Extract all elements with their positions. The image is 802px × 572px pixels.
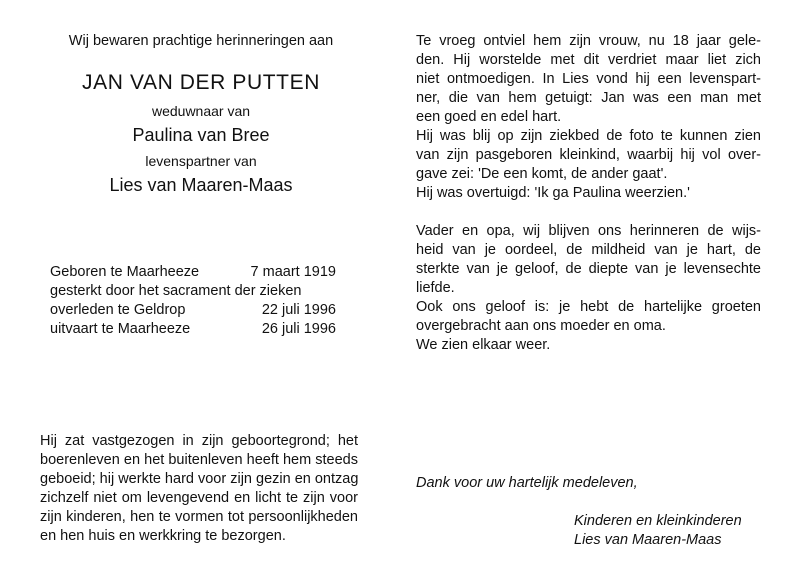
widower-label: weduwnaar van [151,103,251,119]
text-line: Hij was blij op zijn ziekbed de foto te kunnen zien [416,128,761,144]
text-line: sterkte van je geloof, de diepte van je levensechte [416,261,761,277]
life-facts [50,263,336,339]
text-line: een goed en edel hart. [416,109,562,125]
signature [574,512,742,550]
partner-name: Lies van Maaren-Maas [109,175,293,195]
text-line: Hij zat vastgezogen in zijn geboortegrond; het [40,433,358,449]
text-line: We zien elkaar weer. [416,337,551,353]
text-line: overgebracht aan ons moeder en oma. [416,318,666,334]
life-paragraph [40,432,358,546]
intro-text: Wij bewaren prachtige herinneringen aan [68,33,334,49]
text-line: Ook ons geloof is: je hebt de hartelijke groeten [416,299,761,315]
fact-date: 7 maart 1919 [250,264,336,280]
text-line: heid van je oordeel, de mildheid van je hart, de [416,242,761,258]
paragraph-two [416,222,761,355]
signature-line: Kinderen en kleinkinderen [574,513,742,529]
header-block [40,32,362,197]
text-line: van zijn pasgeboren kleinkind, waarbij hij vol over- [416,147,761,163]
thanks-text: Dank voor uw hartelijk medeleven, [416,475,638,491]
partner-label: levenspartner van [145,153,257,169]
text-line: liefde. [416,280,455,296]
text-line: niet ontmoedigen. In Lies vond hij een levenspart- [416,71,761,87]
fact-row [50,301,336,320]
text-line: gave zei: 'De een komt, de ander gaat'. [416,166,668,182]
memorial-text [416,32,761,355]
fact-label: gesterkt door het sacrament der zieken [50,283,302,299]
fact-label: Geboren te Maarheeze [50,264,200,280]
fact-date: 26 juli 1996 [261,321,336,337]
paragraph-gap [416,203,761,222]
fact-date: 22 juli 1996 [261,302,336,318]
fact-label: overleden te Geldrop [50,302,186,318]
text-line: en hen huis en werkkring te bezorgen. [40,528,286,544]
fact-row [50,263,336,282]
text-line: ner, die van hem getuigt: Jan was een man met [416,90,761,106]
text-line: den. Hij worstelde met dit verdriet maar liet zich [416,52,761,68]
fact-row [50,282,336,301]
wife-name: Paulina van Bree [132,125,270,145]
fact-label: uitvaart te Maarheeze [50,321,191,337]
signature-line: Lies van Maaren-Maas [574,532,722,548]
paragraph-one [416,32,761,203]
text-line: boerenleven en het buitenleven heeft hem steeds [40,452,358,468]
text-line: Vader en opa, wij blijven ons herinneren de wijs- [416,223,761,239]
deceased-name: JAN VAN DER PUTTEN [82,71,320,94]
text-line: zijn kinderen, hen te vormen tot persoonlijkheden [40,509,358,525]
fact-row [50,320,336,339]
text-line: zichzelf niet om levengevend en licht te zijn voor [40,490,358,506]
text-line: Te vroeg ontviel hem zijn vrouw, nu 18 jaar gele- [416,33,761,49]
text-line: Hij was overtuigd: 'Ik ga Paulina weerzien.' [416,185,690,201]
text-line: geboeid; hij werkte hard voor zijn gezin en ontzag [40,471,359,487]
